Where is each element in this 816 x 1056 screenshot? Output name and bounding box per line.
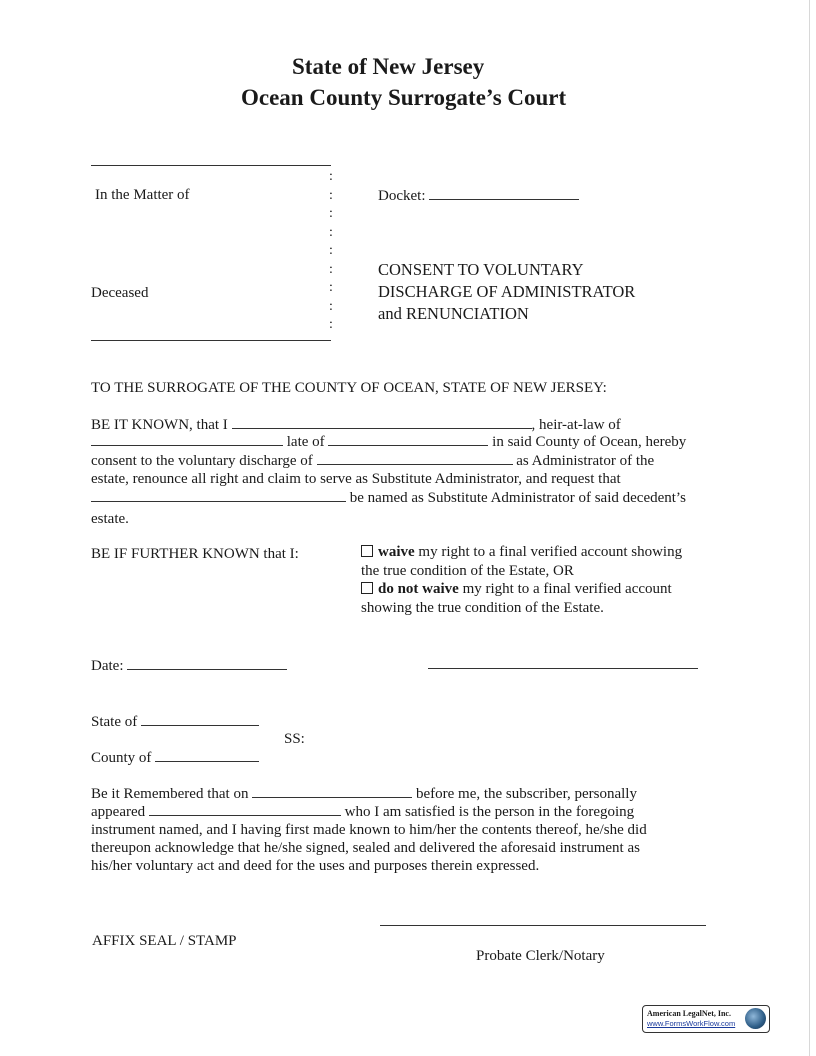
header-state: State of New Jersey xyxy=(292,54,485,79)
notary-signature-line[interactable] xyxy=(380,925,706,926)
probate-clerk-label: Probate Clerk/Notary xyxy=(476,948,605,964)
further-known-label: BE IF FURTHER KNOWN that I: xyxy=(91,546,299,562)
do-not-waive-checkbox[interactable] xyxy=(361,582,373,594)
body-line-1: BE IT KNOWN, that I , heir-at-law of xyxy=(91,417,621,433)
ack-date-blank[interactable] xyxy=(252,785,412,798)
decedent-name-blank[interactable] xyxy=(91,433,283,446)
in-the-matter-label: In the Matter of xyxy=(95,187,190,203)
date-field[interactable] xyxy=(91,657,287,675)
appeared-name-blank[interactable] xyxy=(149,803,341,816)
header-court: Ocean County Surrogate’s Court xyxy=(241,85,567,110)
american-legalnet-logo: American LegalNet, Inc. www.FormsWorkFlow.com xyxy=(642,1005,770,1033)
date-blank[interactable] xyxy=(127,657,287,670)
body-line-4: estate, renounce all right and claim to serve as Substitute Administrator, and request that xyxy=(91,471,621,487)
substitute-name-blank[interactable] xyxy=(91,489,346,502)
county-blank[interactable] xyxy=(155,749,259,762)
address-line: TO THE SURROGATE OF THE COUNTY OF OCEAN, STATE OF NEW JERSEY: xyxy=(91,380,607,396)
ack-line-4: thereupon acknowledge that he/she signed, sealed and delivered the aforesaid instrument as xyxy=(91,840,640,856)
waive-option[interactable]: waive my right to a final verified account showing xyxy=(361,543,682,562)
logo-url[interactable]: www.FormsWorkFlow.com xyxy=(647,1019,736,1028)
late-of-blank[interactable] xyxy=(328,433,488,446)
do-not-waive-option-line2: showing the true condition of the Estate. xyxy=(361,600,604,616)
ss-label: SS: xyxy=(284,731,305,747)
scan-edge xyxy=(809,0,810,1056)
waive-option-line2: the true condition of the Estate, OR xyxy=(361,563,574,579)
ack-line-2: appeared who I am satisfied is the person in the foregoing xyxy=(91,804,635,820)
docket-field[interactable] xyxy=(378,187,579,205)
document-title: CONSENT TO VOLUNTARY DISCHARGE OF ADMINISTRATOR and RENUNCIATION xyxy=(378,260,636,323)
caption-colon-column: : : : : : : : : : xyxy=(329,169,333,332)
docket-label: Docket: xyxy=(378,188,426,204)
body-line-3: consent to the voluntary discharge of as Administrator of the xyxy=(91,453,655,469)
ack-line-3: instrument named, and I having first made known to him/her the contents thereof, he/she did xyxy=(91,822,647,838)
signature-line[interactable] xyxy=(428,668,698,669)
body-line-5: be named as Substitute Administrator of said decedent’s xyxy=(91,489,686,508)
state-of-label: State of xyxy=(91,714,138,730)
date-label: Date: xyxy=(91,658,124,674)
docket-blank[interactable] xyxy=(429,187,579,200)
body-line-6: estate. xyxy=(91,511,129,527)
caption-top-rule xyxy=(91,165,331,166)
ack-line-1: Be it Remembered that on before me, the subscriber, personally xyxy=(91,786,637,802)
affix-seal-label: AFFIX SEAL / STAMP xyxy=(92,933,237,949)
globe-icon xyxy=(745,1008,766,1029)
body-line-2: late of in said County of Ocean, hereby xyxy=(91,433,686,452)
administrator-name-blank[interactable] xyxy=(317,452,513,465)
caption-bottom-rule xyxy=(91,340,331,341)
heir-name-blank[interactable] xyxy=(232,416,532,429)
waive-checkbox[interactable] xyxy=(361,545,373,557)
county-of-label: County of xyxy=(91,750,152,766)
county-of-field[interactable] xyxy=(91,749,259,767)
ack-line-5: his/her voluntary act and deed for the uses and purposes therein expressed. xyxy=(91,858,540,874)
do-not-waive-option[interactable]: do not waive my right to a final verified account xyxy=(361,580,672,599)
deceased-label: Deceased xyxy=(91,285,149,301)
state-blank[interactable] xyxy=(141,713,259,726)
state-of-field[interactable] xyxy=(91,713,259,731)
